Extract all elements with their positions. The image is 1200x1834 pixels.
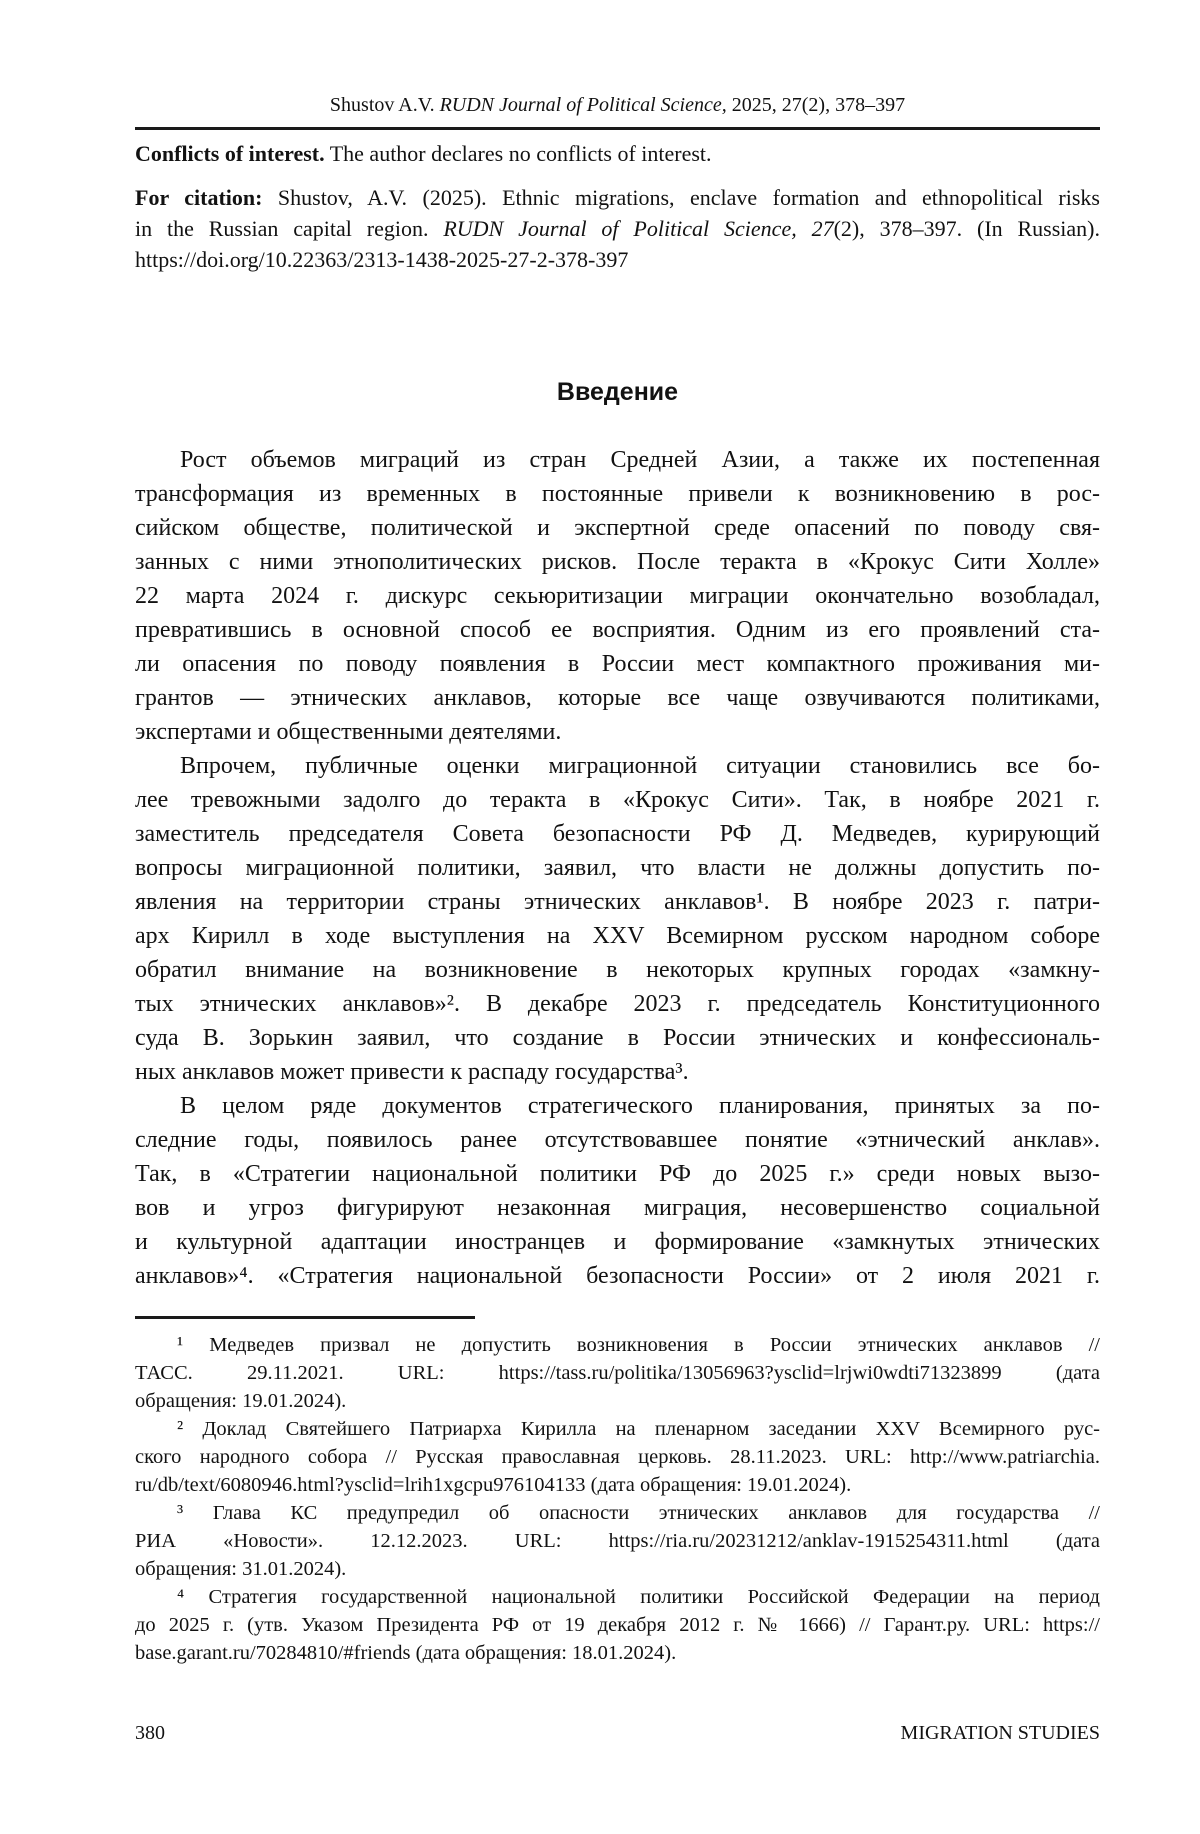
text-line [135,783,1100,817]
text-segment: РИА «Новости». 12.12.2023. URL: https://ria.ru/20231212/anklav-1915254311.html (дата [135,1530,1100,1552]
text-line [135,443,1100,477]
text-segment: арх Кирилл в ходе выступления на XXV Всемирном русском народном соборе [135,923,1100,949]
text-line [135,1611,1100,1639]
text-segment: Рост объемов миграций из стран Средней Азии, а также их постепенная [180,447,1100,473]
running-footer-title: MIGRATION STUDIES [900,1722,1100,1744]
text-segment: обращения: 31.01.2024). [135,1558,347,1580]
text-segment: 22 марта 2024 г. дискурс секьюритизации миграции окончательно возобладал, [135,583,1100,609]
text-segment: Так, в «Стратегии национальной политики РФ до 2025 г.» среди новых вызо- [135,1161,1100,1187]
for-citation-block [135,182,1100,275]
text-line [135,182,1100,213]
text-segment: вов и угроз фигурируют незаконная миграция, несовершенство социальной [135,1195,1100,1221]
footnote-4 [135,1583,1100,1667]
text-segment: вопросы миграционной политики, заявил, что власти не должны допустить по- [135,855,1100,881]
text-line [135,1089,1100,1123]
text-segment: сийском обществе, политической и экспертной среде опасений по поводу свя- [135,515,1100,541]
text-line [135,1331,1100,1359]
text-segment: in the Russian capital region. [135,216,444,241]
paragraph-3 [135,1089,1100,1293]
text-line [135,1387,1100,1415]
text-segment: грантов — этнических анклавов, которые все чаще озвучиваются политиками, [135,685,1100,711]
text-line [135,1555,1100,1583]
text-segment: анклавов»⁴. «Стратегия национальной безопасности России» от 2 июля 2021 г. [135,1263,1100,1289]
text-segment: https://doi.org/10.22363/2313-1438-2025-27-2-378-397 [135,247,629,272]
text-segment: Shustov, A.V. (2025). Ethnic migrations, enclave formation and ethnopolitical risks [262,185,1100,210]
text-line [135,851,1100,885]
text-line [135,1157,1100,1191]
text-line [135,1021,1100,1055]
text-segment: лее тревожными задолго до теракта в «Крокус Сити». Так, в ноябре 2021 г. [135,787,1100,813]
text-segment: заместитель председателя Совета безопасности РФ Д. Медведев, курирующий [135,821,1100,847]
text-segment: 27 [811,216,834,241]
footnotes-block [135,1331,1100,1667]
section-title: Введение [556,378,679,406]
text-segment: ³ Глава КС предупредил об опасности этнических анклавов для государства // [177,1502,1100,1524]
text-line [135,1471,1100,1499]
footnote-separator-rule [135,1316,475,1319]
text-segment: RUDN Journal of Political Science, [443,216,797,241]
text-segment: (2), 378–397. (In Russian). [833,216,1101,241]
page-footer [135,1722,1100,1745]
text-line [135,953,1100,987]
text-segment: экспертами и общественными деятелями. [135,719,562,745]
text-line [135,511,1100,545]
text-line [135,545,1100,579]
footnote-3 [135,1499,1100,1583]
text-line [135,1055,1100,1089]
text-segment: и культурной адаптации иностранцев и формирование «замкнутых этнических [135,1229,1100,1255]
text-segment: ² Доклад Святейшего Патриарха Кирилла на пленарном заседании XXV Всемирного рус- [177,1418,1100,1440]
text-line [135,1123,1100,1157]
text-line [135,477,1100,511]
text-segment [797,216,812,241]
text-line [135,885,1100,919]
text-segment: For citation: [135,185,263,210]
text-segment: ТАСС. 29.11.2021. URL: https://tass.ru/politika/13056963?ysclid=lrjwi0wdti71323899 (дата [135,1362,1100,1384]
text-line [135,92,1100,118]
text-segment: Conflicts of interest. [135,141,325,166]
text-segment: обратил внимание на возникновение в некоторых крупных городах «замкну- [135,957,1100,983]
text-segment: base.garant.ru/70284810/#friends (дата обращения: 18.01.2024). [135,1642,677,1664]
text-line [135,817,1100,851]
text-line [135,647,1100,681]
text-segment: тых этнических анклавов»². В декабре 2023 г. председатель Конституционного [135,991,1100,1017]
page-number: 380 [135,1722,165,1744]
text-segment: ¹ Медведев призвал не допустить возникновения в России этнических анклавов // [177,1334,1100,1356]
text-segment: ли опасения по поводу появления в России мест компактного проживания ми- [135,651,1100,677]
text-segment: The author declares no conflicts of interest. [324,141,712,166]
text-segment: ных анклавов может привести к распаду государства³. [135,1059,689,1085]
conflicts-of-interest-note [135,139,1100,169]
text-line [135,613,1100,647]
text-line [135,1259,1100,1293]
text-line [135,1359,1100,1387]
text-segment: занных с ними этнополитических рисков. После теракта в «Крокус Сити Холле» [135,549,1100,575]
text-line [135,1191,1100,1225]
text-line [135,749,1100,783]
text-line [135,244,1100,275]
text-line [135,715,1100,749]
text-line [135,1443,1100,1471]
text-segment: явления на территории страны этнических анклавов¹. В ноябре 2023 г. патри- [135,889,1100,915]
text-segment: превратившись в основной способ ее восприятия. Одним из его проявлений ста- [135,617,1100,643]
footnote-2 [135,1415,1100,1499]
text-line [135,919,1100,953]
text-line [135,1639,1100,1667]
running-head [135,92,1100,118]
text-line [135,213,1100,244]
paragraph-1 [135,443,1100,749]
text-segment: ского народного собора // Русская православная церковь. 28.11.2023. URL: http://www.patriarchia. [135,1446,1100,1468]
text-segment: RUDN Journal of Political Science, [439,94,727,116]
text-line [135,681,1100,715]
text-line [135,579,1100,613]
text-line [135,1583,1100,1611]
text-line [135,1527,1100,1555]
text-line [135,139,1100,169]
text-line [135,1225,1100,1259]
header-rule [135,127,1100,130]
paragraph-2 [135,749,1100,1089]
text-segment: трансформация из временных в постоянные привели к возникновению в рос- [135,481,1100,507]
text-segment: следние годы, появилось ранее отсутствовавшее понятие «этнический анклав». [135,1127,1100,1153]
text-segment: В целом ряде документов стратегического планирования, принятых за по- [180,1093,1100,1119]
text-segment: обращения: 19.01.2024). [135,1390,347,1412]
text-segment: Впрочем, публичные оценки миграционной ситуации становились все бо- [180,753,1100,779]
text-segment: Shustov A.V. [329,94,440,116]
text-line [135,1415,1100,1443]
text-segment: суда В. Зорькин заявил, что создание в России этнических и конфессиональ- [135,1025,1100,1051]
article-body [135,443,1100,1293]
footnote-1 [135,1331,1100,1415]
text-line [135,987,1100,1021]
text-line [135,1499,1100,1527]
text-segment: ⁴ Стратегия государственной национальной политики Российской Федерации на период [177,1586,1100,1608]
text-segment: до 2025 г. (утв. Указом Президента РФ от 19 декабря 2012 г. № 1666) // Гарант.ру. URL: https:// [135,1614,1100,1636]
text-segment: 2025, 27(2), 378–397 [726,94,906,116]
text-segment: ru/db/text/6080946.html?ysclid=lrih1xgcpu976104133 (дата обращения: 19.01.2024). [135,1474,852,1496]
